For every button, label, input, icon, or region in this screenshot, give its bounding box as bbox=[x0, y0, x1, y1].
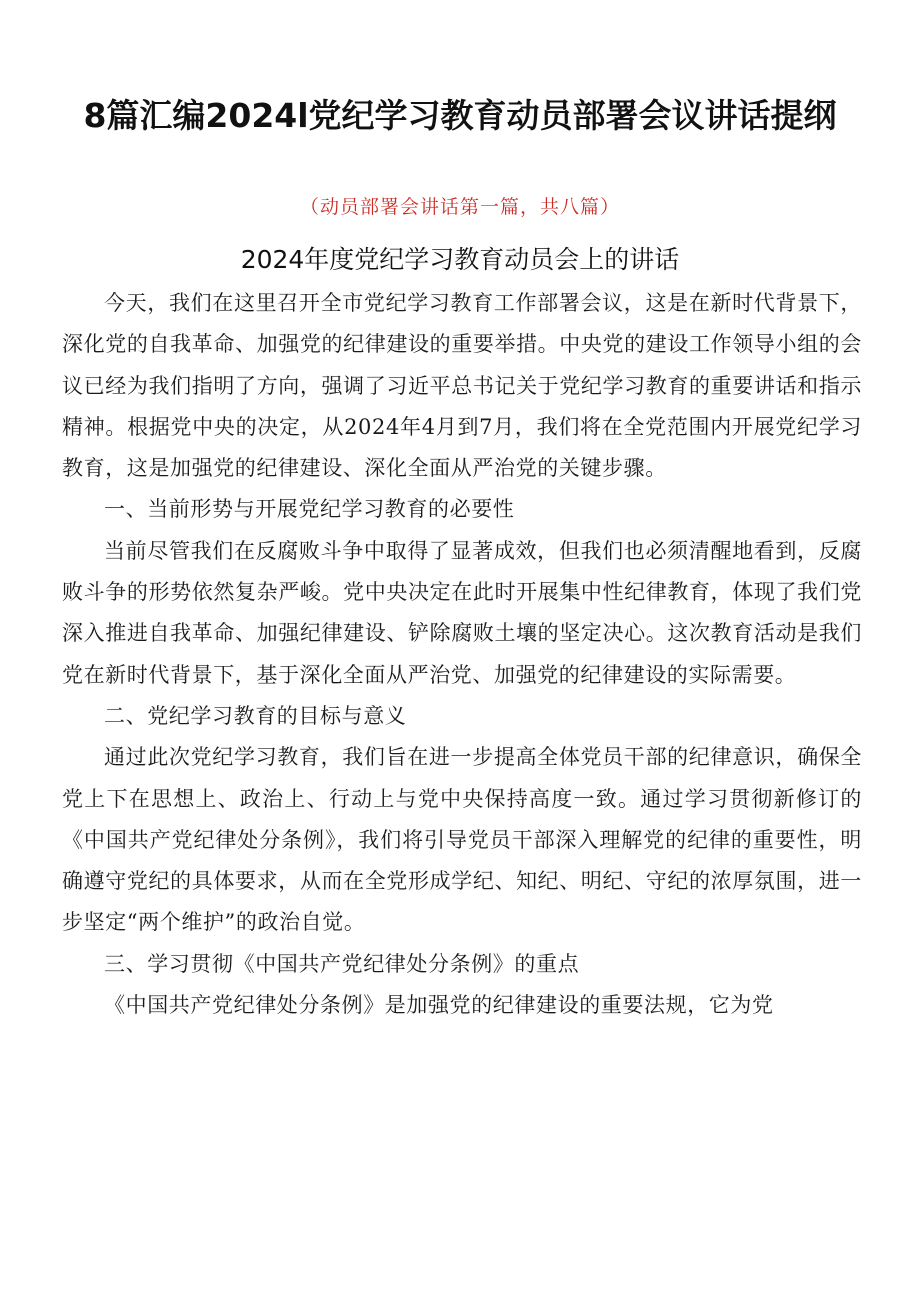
section-heading-3: 三、学习贯彻《中国共产党纪律处分条例》的重点 bbox=[104, 951, 580, 976]
document-title: 8篇汇编2024l党纪学习教育动员部署会议讲话提纲 bbox=[83, 96, 837, 135]
paragraph-goals: 通过此次党纪学习教育，我们旨在进一步提高全体党员干部的纪律意识，确保全党上下在思想上、政治上、行动上与党中央保持高度一致。通过学习贯彻新修订的《中国共产党纪律处分条例》，我们将引导党员干部深入理解党的纪律的重要性，明确遵守党纪的具体要求，从而在全党形成学纪、知纪、明纪、守纪的浓厚氛围，进一步坚定“两个维护”的政治自觉。 bbox=[62, 745, 862, 935]
paragraph-intro: 今天，我们在这里召开全市党纪学习教育工作部署会议，这是在新时代背景下，深化党的自我革命、加强党的纪律建设的重要举措。中央党的建设工作领导小组的会议已经为我们指明了方向，强调了习近平总书记关于党纪学习教育的重要讲话和指示精神。根据党中央的决定，从2024年4月到7月，我们将在全党范围内开展党纪学习教育，这是加强党的纪律建设、深化全面从严治党的关键步骤。 bbox=[62, 291, 862, 481]
section-heading-1: 一、当前形势与开展党纪学习教育的必要性 bbox=[104, 497, 515, 522]
document-subtitle: （动员部署会讲话第一篇，共八篇） bbox=[299, 196, 620, 218]
section-heading-2: 二、党纪学习教育的目标与意义 bbox=[104, 703, 407, 728]
document-body bbox=[62, 283, 862, 1026]
paragraph-regulations: 《中国共产党纪律处分条例》是加强党的纪律建设的重要法规，它为党 bbox=[104, 993, 774, 1018]
speech-title: 2024年度党纪学习教育动员会上的讲话 bbox=[240, 245, 680, 274]
paragraph-situation: 当前尽管我们在反腐败斗争中取得了显著成效，但我们也必须清醒地看到，反腐败斗争的形势依然复杂严峻。党中央决定在此时开展集中性纪律教育，体现了我们党深入推进自我革命、加强纪律建设、铲除腐败土壤的坚定决心。这次教育活动是我们党在新时代背景下，基于深化全面从严治党、加强党的纪律建设的实际需要。 bbox=[62, 538, 862, 687]
